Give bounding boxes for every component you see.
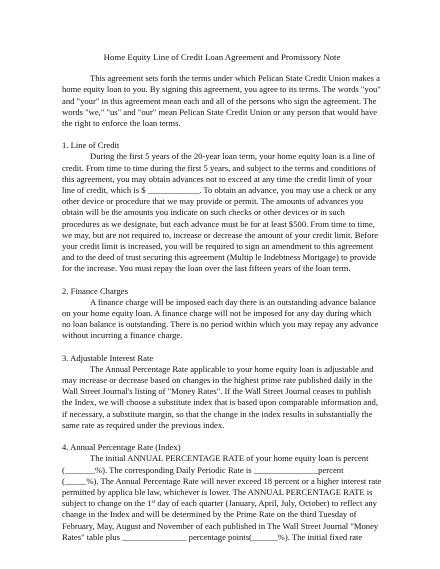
section-heading: 2. Finance Charges	[62, 285, 128, 296]
section-body: The Annual Percentage Rate applicable to your home equity loan is adjustable and may increase or decrease based on changes in the highest prime rate published daily in the Wall Street Journal's listing of "Money Rates". If the Wall Street Journal ceases to publish the Index, we will choose a substitute index that is based upon comparable information and, if necessary, a substitute margin, so that the change in the index results in substantially the same rate as required under the previous index.	[62, 363, 378, 430]
section-body-part: The initial ANNUAL PERCENTAGE RATE of your home equity loan is percent (_______%). The corresponding Daily Periodic Rate is _______________percent (_____%). The Annual Percentage Rate will never exceed 18 percent or a higher interest rate permitted by applica ble law, whichever is lower. The ANNUAL PERCENTAGE RATE is subject to change on the 1	[62, 453, 382, 509]
section-body: A finance charge will be imposed each day there is an outstanding advance balance on your home equity loan. A finance charge will not be imposed for any day during which no loan balance is outstanding. There is no period within which you may repay any advance without incurring a finance charge.	[62, 296, 379, 341]
section-line-of-credit	[62, 140, 382, 274]
intro-paragraph: This agreement sets forth the terms under which Pelican State Credit Union makes a home equity loan to you. By signing this agreement, you agree to its terms. The words "you" and "your" in this agreement mean each and all of the persons who sign the agreement. The words "we," "us" and "our" mean Pelican State Credit Union or any person that would have the right to enforce the loan terms.	[62, 73, 381, 129]
section-body-part: day of each quarter (January, April, July, October) to reflect any change in the Index and will be determined by the Prime Rate on the third Tuesday of February, May, August and November of each published in The Wall Street Journal "Money Rates" table plus _______________ percentage points(______%). The initial fixed rate	[62, 498, 379, 542]
section-body: During the first 5 years of the 20-year loan term, your home equity loan is a line of credit. From time to time during the first 5 years, and subject to the terms and conditions of this agreement, you may obtain advances not to exceed at any time the credit limit of your line of credit, which is $ ____________. To obtain an advance, you may use a check or any other device or procedure that we may provide or permit. The amounts of advances you obtain will be the amounts you indicate on such checks or other devices or in such procedures as we designate, but each advance must be for at least $500. From time to time, we may, but are not required to, increase or decrease the amount of your credit limit. Before your credit limit is increased, you will be required to sign an amendment to this agreement and to the deed of trust securing this agreement (Multip le Indebtness Mortgage) to provide for the increase. You must repay the loan over the last fifteen years of the loan term.	[62, 151, 379, 274]
section-annual-percentage-rate	[62, 442, 382, 543]
section-heading: 4. Annual Percentage Rate (Index)	[62, 442, 181, 453]
document-title: Home Equity Line of Credit Loan Agreement and Promissory Note	[103, 52, 341, 62]
section-adjustable-interest-rate	[62, 353, 382, 431]
section-finance-charges	[62, 286, 382, 342]
superscript-st: st	[151, 499, 156, 506]
section-body	[62, 453, 382, 543]
section-heading: 1. Line of Credit	[62, 140, 120, 151]
section-heading: 3. Adjustable Interest Rate	[62, 352, 154, 363]
